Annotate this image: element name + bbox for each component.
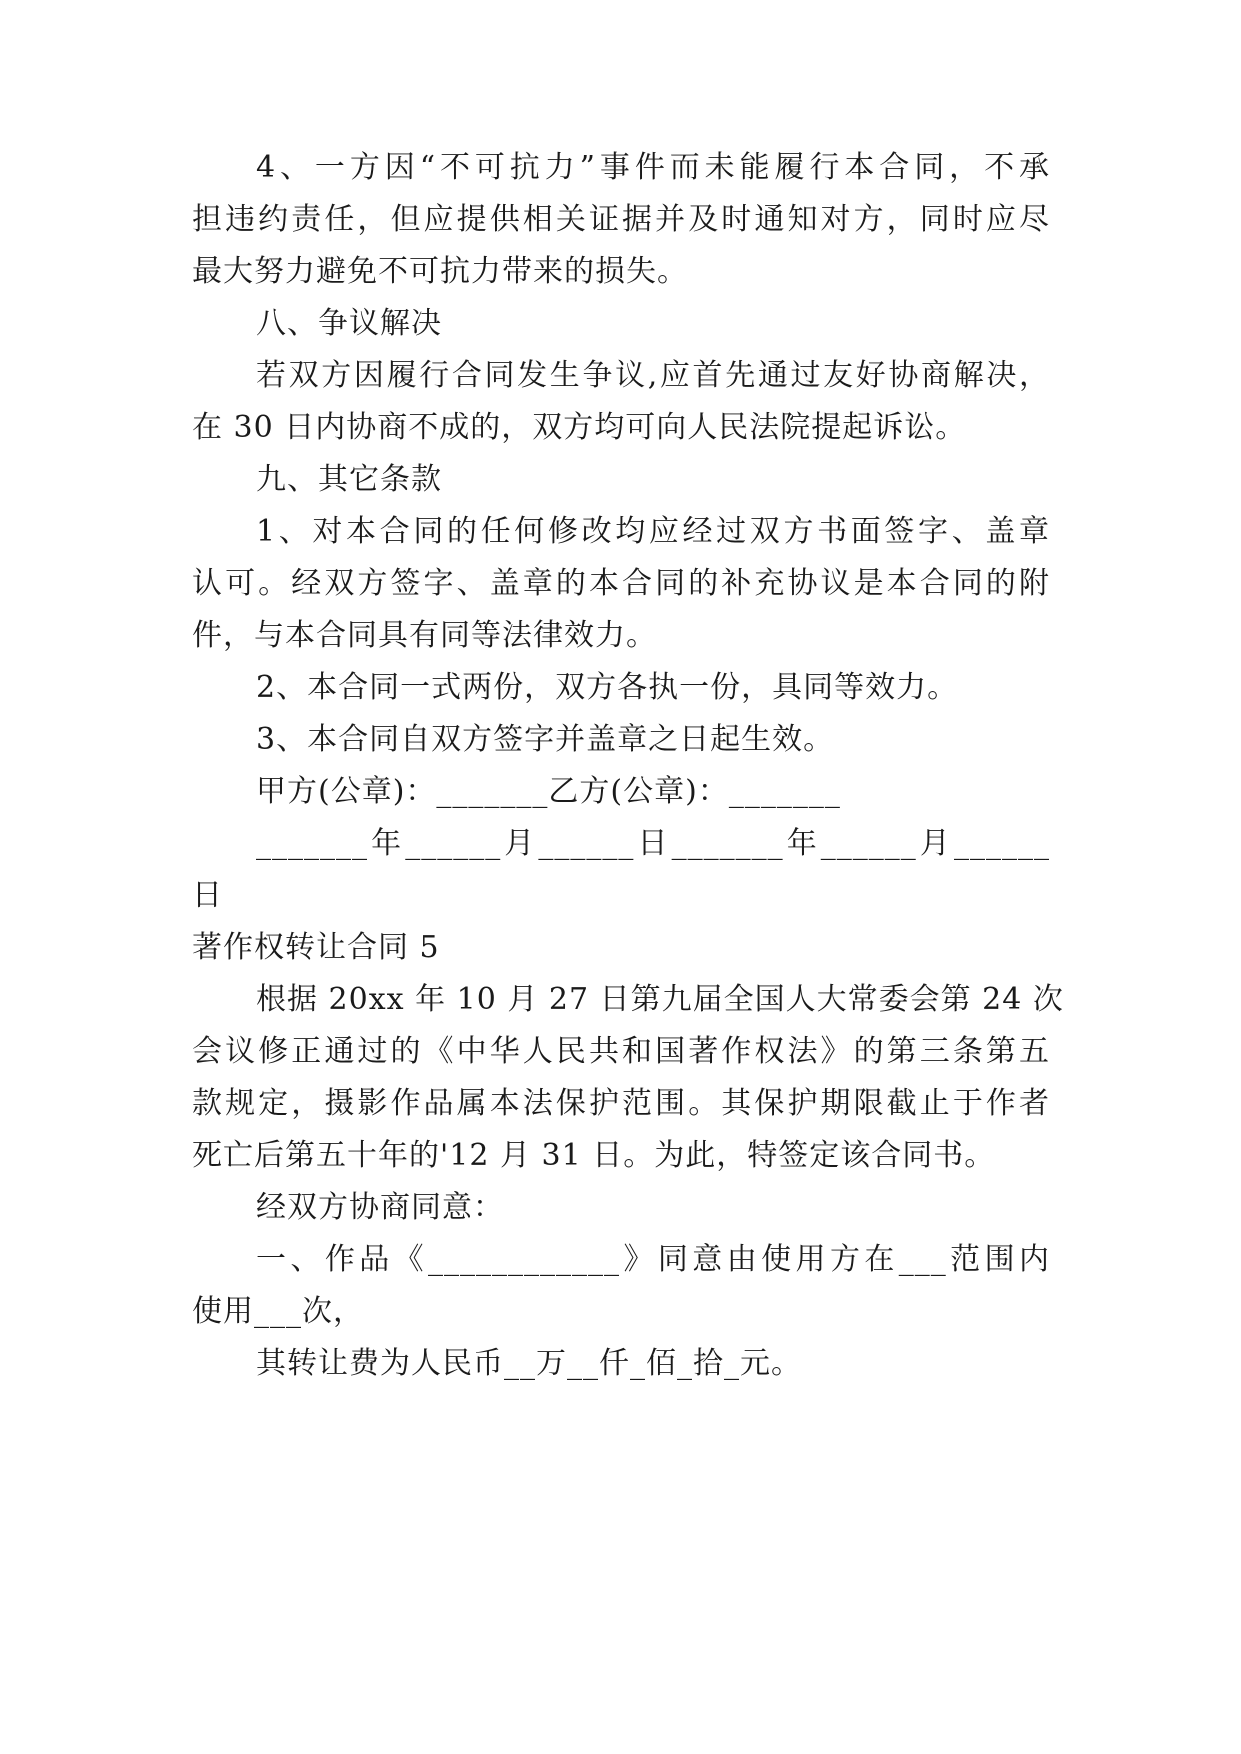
transfer-fee-line: 其转让费为人民币__万__仟_佰_拾_元。 bbox=[256, 1346, 802, 1381]
section-8-heading: 八、争议解决 bbox=[256, 306, 442, 341]
clause-4-line-3: 最大努力避免不可抗力带来的损失。 bbox=[192, 254, 688, 289]
signature-line: 甲方(公章)：_______乙方(公章)：_______ bbox=[256, 774, 841, 809]
work-usage-line-1: 一、作品《____________》同意由使用方在___范围内 bbox=[256, 1242, 1050, 1277]
clause-4-line-1: 4、一方因“不可抗力”事件而未能履行本合同，不承 bbox=[256, 150, 1050, 185]
contract-5-title: 著作权转让合同 5 bbox=[192, 930, 440, 965]
other-clause-1-line-2: 认可。经双方签字、盖章的本合同的补充协议是本合同的附 bbox=[192, 566, 1050, 601]
other-clause-1-line-1: 1、对本合同的任何修改均应经过双方书面签字、盖章 bbox=[256, 514, 1050, 549]
preamble-line-4: 死亡后第五十年的'12 月 31 日。为此，特签定该合同书。 bbox=[192, 1138, 996, 1173]
preamble-line-1: 根据 20xx 年 10 月 27 日第九届全国人大常委会第 24 次 bbox=[256, 982, 1064, 1017]
dispute-line-2: 在 30 日内协商不成的，双方均可向人民法院提起诉讼。 bbox=[192, 410, 967, 445]
other-clause-2: 2、本合同一式两份，双方各执一份，具同等效力。 bbox=[256, 670, 959, 705]
agreement-intro: 经双方协商同意： bbox=[256, 1190, 504, 1225]
clause-4-line-2: 担违约责任，但应提供相关证据并及时通知对方，同时应尽 bbox=[192, 202, 1050, 237]
work-usage-line-2: 使用___次， bbox=[192, 1294, 364, 1329]
preamble-line-2: 会议修正通过的《中华人民共和国著作权法》的第三条第五 bbox=[192, 1034, 1050, 1069]
other-clause-1-line-3: 件，与本合同具有同等法律效力。 bbox=[192, 618, 657, 653]
date-line-day: 日 bbox=[192, 878, 223, 913]
date-line: _______年______月______日_______年______月______ bbox=[256, 826, 1050, 861]
other-clause-3: 3、本合同自双方签字并盖章之日起生效。 bbox=[256, 722, 835, 757]
dispute-line-1: 若双方因履行合同发生争议,应首先通过友好协商解决， bbox=[256, 358, 1050, 393]
preamble-line-3: 款规定，摄影作品属本法保护范围。其保护期限截止于作者 bbox=[192, 1086, 1050, 1121]
section-9-heading: 九、其它条款 bbox=[256, 462, 442, 497]
